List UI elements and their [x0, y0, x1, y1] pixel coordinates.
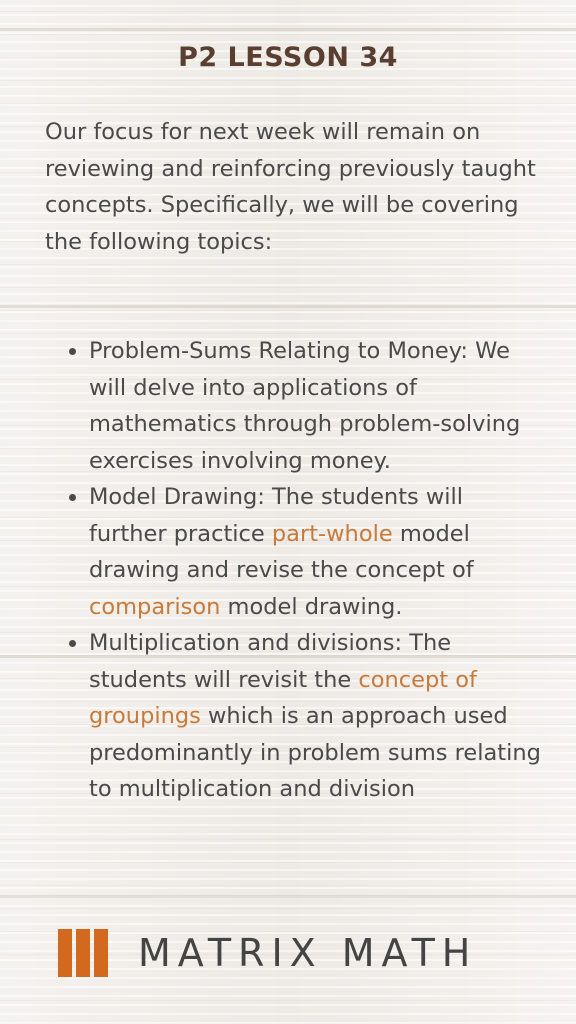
- list-item: [0, 479, 544, 625]
- topic-text: Multiplication and divisions: The students will revisit the: [89, 630, 452, 693]
- wood-grain: [0, 895, 576, 898]
- list-item: [0, 333, 544, 479]
- page-title: P2 LESSON 34: [178, 42, 398, 73]
- highlight-term: comparison: [89, 593, 221, 620]
- logo-icon: [58, 929, 110, 977]
- list-item: [0, 625, 544, 808]
- brand-name: MATRIX MATH: [138, 931, 478, 975]
- bullet-icon: [69, 348, 76, 355]
- bullet-icon: [69, 640, 76, 647]
- wood-grain: [0, 305, 576, 308]
- topic-text: model drawing and revise the concept of: [89, 520, 474, 583]
- footer-brand: [58, 928, 538, 978]
- topics-list: [0, 333, 576, 808]
- bullet-icon: [69, 494, 76, 501]
- topic-text: model drawing.: [220, 593, 403, 620]
- topic-text: Model Drawing: The students will further practice: [89, 484, 464, 547]
- topic-text: which is an approach used predominantly in problem sums relating to multiplication and division: [89, 703, 541, 802]
- highlight-term: concept of groupings: [89, 666, 477, 729]
- wood-grain: [0, 28, 576, 31]
- highlight-term: part-whole: [271, 520, 393, 547]
- topic-text: Problem-Sums Relating to Money: We will delve into applications of mathematics through problem-solving exercises involving money.: [89, 338, 521, 474]
- intro-paragraph: Our focus for next week will remain on reviewing and reinforcing previously taught concepts. Specifically, we will be covering the following topics:: [45, 119, 536, 255]
